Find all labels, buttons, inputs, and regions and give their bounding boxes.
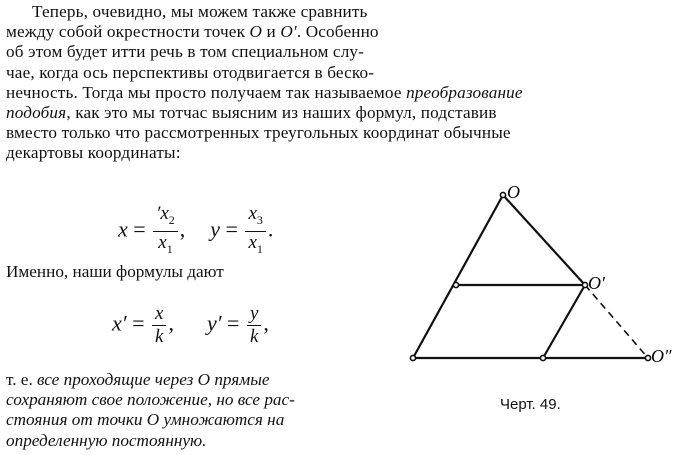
point-O2	[645, 355, 650, 360]
text-line: т. е. все проходящие через O прямые	[6, 370, 270, 389]
intro-line: Именно, наши формулы дают	[6, 262, 224, 281]
point-base-mid	[540, 355, 545, 360]
text-line: подобия, как это мы тотчас выясним из наших формул, подставив	[6, 103, 497, 123]
text-line: определенную постоянную.	[6, 430, 207, 450]
label-O-prime: O′	[588, 273, 605, 293]
figure-caption: Черт. 49.	[500, 396, 561, 413]
line-O1-to-base	[543, 285, 585, 358]
line-O-to-O1	[503, 195, 585, 285]
text-line: декартовы координаты:	[6, 143, 181, 163]
text-line: сохраняют свое положение, но все рас-	[6, 390, 295, 410]
fraction-y: $\frac{x_3}{x_1}$	[245, 203, 265, 260]
label-O-double-prime: O″	[651, 346, 672, 366]
point-left-mid	[453, 282, 458, 287]
text-line: нечность. Тогда мы просто получаем так называемое преобразование	[6, 82, 523, 102]
point-O1	[582, 282, 587, 287]
fraction-y-over-k: $\frac{y}{k}$	[247, 303, 261, 348]
text-line: между собой окрестности точек O и O′. Особенно	[6, 22, 379, 42]
line-dashed-O1-to-O2	[585, 285, 648, 358]
point-base-left	[410, 355, 415, 360]
line-O-to-base-left	[413, 195, 503, 358]
formula-triangular-coordinates: x = $\frac{'x_2}{x_1}$ , y = $\frac{x_3}{x_1}$ .	[118, 203, 273, 260]
text-line: Теперь, очевидно, мы можем также сравнить	[32, 2, 368, 21]
text-line: чае, когда ось перспективы отодвигается в беско-	[6, 62, 375, 82]
text-line: об этом будет итти речь в том специальном слу-	[6, 42, 365, 62]
fraction-x-over-k: $\frac{x}{k}$	[152, 303, 166, 348]
point-O	[500, 192, 505, 197]
fraction-x: $\frac{'x_2}{x_1}$	[153, 203, 178, 260]
label-O: O	[507, 182, 520, 202]
text-line: стояния от точки O умножаются на	[6, 410, 285, 430]
text-line: вместо только что рассмотренных треугольных координат обычные	[6, 123, 511, 143]
formula-similarity: x′ = $\frac{x}{k}$ , y′ = $\frac{y}{k}$ ,	[112, 303, 269, 347]
